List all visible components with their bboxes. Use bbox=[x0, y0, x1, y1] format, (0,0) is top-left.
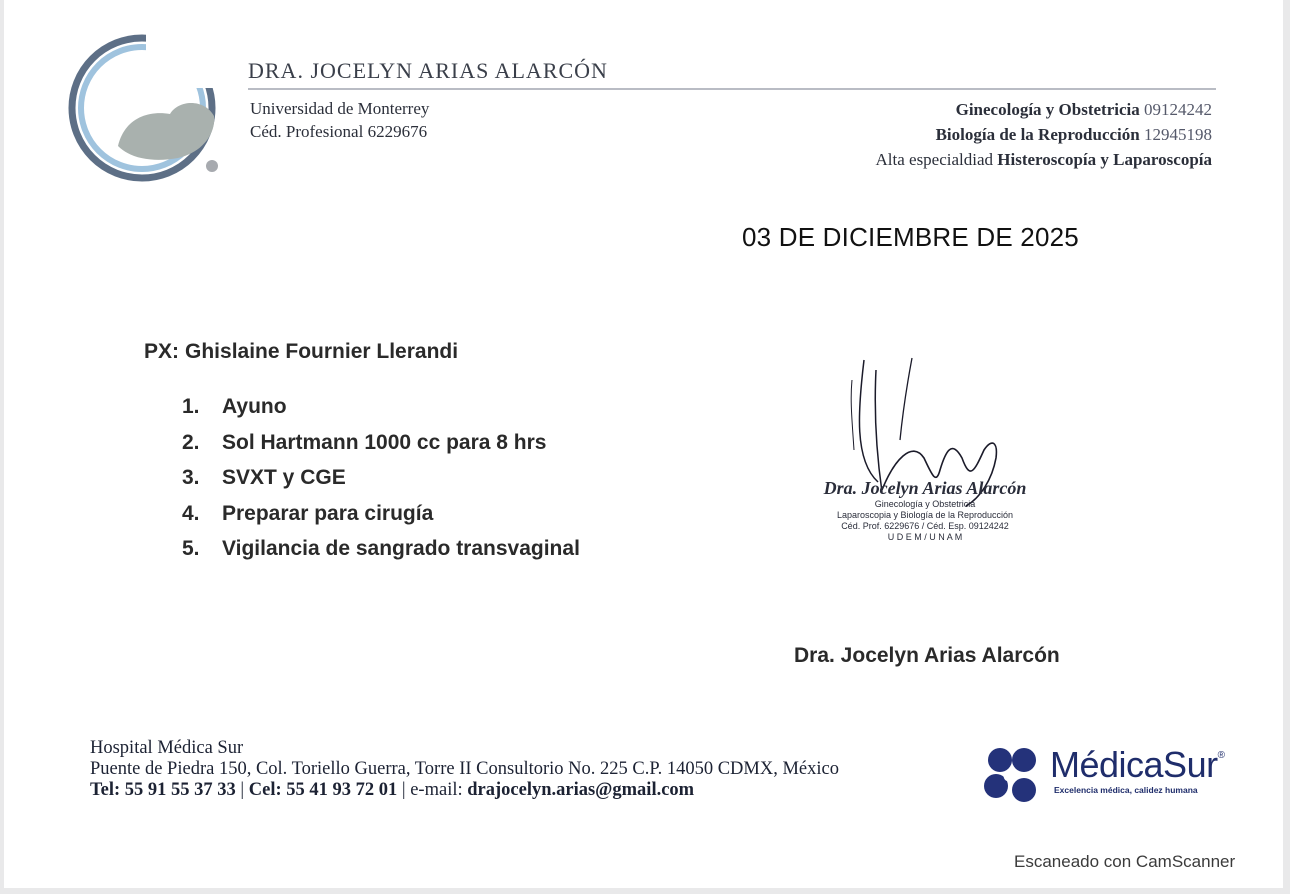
specialty-2-label: Biología de la Reproducción bbox=[935, 125, 1140, 144]
footer-contact-line bbox=[90, 780, 839, 801]
doctor-logo bbox=[66, 28, 226, 188]
item-number: 5. bbox=[182, 537, 200, 560]
item-text: SVXT y CGE bbox=[222, 466, 346, 489]
item-text: Ayuno bbox=[222, 395, 287, 418]
medicasur-wordmark bbox=[1050, 744, 1224, 786]
university: Universidad de Monterrey bbox=[250, 99, 430, 118]
prescription-date: 03 DE DICIEMBRE DE 2025 bbox=[742, 222, 1079, 252]
list-item bbox=[182, 463, 580, 499]
cel-number: 55 41 93 72 01 bbox=[286, 780, 398, 800]
tel-label: Tel: bbox=[90, 780, 121, 800]
separator: | bbox=[240, 780, 245, 800]
item-number: 4. bbox=[182, 501, 200, 525]
stamp-line-3: Céd. Prof. 6229676 / Céd. Esp. 09124242 bbox=[841, 521, 1009, 531]
stamp-line-4: U D E M / U N A M bbox=[887, 532, 963, 542]
doctor-stamp bbox=[800, 478, 1050, 543]
brand-registered: ® bbox=[1217, 750, 1225, 761]
stamp-line-2: Laparoscopia y Biología de la Reproducción bbox=[836, 510, 1014, 520]
brand-name: MédicaSur bbox=[1050, 744, 1218, 785]
stamp-name: Dra. Jocelyn Arias Alarcón bbox=[823, 478, 1027, 498]
doctor-name: DRA. JOCELYN ARIAS ALARCÓN bbox=[248, 58, 608, 83]
prescription-sheet bbox=[4, 0, 1283, 888]
specialty-3 bbox=[876, 147, 1213, 172]
list-item bbox=[182, 499, 580, 535]
patient-line bbox=[144, 340, 464, 364]
email-address: drajocelyn.arias@gmail.com bbox=[467, 780, 695, 800]
email-label: e-mail: bbox=[410, 780, 463, 800]
credentials-left bbox=[250, 97, 429, 143]
item-number: 1. bbox=[182, 395, 200, 418]
specialty-1-number: 09124242 bbox=[1144, 100, 1212, 119]
header-divider bbox=[248, 88, 1216, 90]
item-number: 3. bbox=[182, 466, 200, 489]
item-text: Vigilancia de sangrado transvaginal bbox=[222, 537, 580, 560]
specialty-3-label: Histeroscopía y Laparoscopía bbox=[997, 150, 1212, 169]
footer-contact bbox=[90, 738, 839, 801]
license-number: Céd. Profesional 6229676 bbox=[250, 122, 428, 141]
brand-tagline: Excelencia médica, calidez humana bbox=[1054, 785, 1198, 795]
specialty-3-prefix: Alta especialdiad bbox=[875, 150, 994, 169]
list-item bbox=[182, 428, 580, 464]
list-item bbox=[182, 392, 580, 428]
specialty-1 bbox=[876, 97, 1213, 122]
specialty-1-label: Ginecología y Obstetricia bbox=[955, 100, 1140, 119]
stamp-line-1: Ginecología y Obstetricia bbox=[874, 499, 976, 509]
specialty-2 bbox=[876, 122, 1213, 147]
footer-hospital: Hospital Médica Sur bbox=[90, 738, 244, 758]
list-item bbox=[182, 534, 580, 570]
tel-number: 55 91 55 37 33 bbox=[124, 780, 236, 800]
specialty-2-number: 12945198 bbox=[1144, 125, 1212, 144]
item-text: Preparar para cirugía bbox=[222, 501, 434, 525]
credentials-right bbox=[876, 97, 1213, 172]
patient-label: PX: bbox=[144, 340, 180, 363]
cel-label: Cel: bbox=[248, 780, 282, 800]
item-number: 2. bbox=[182, 430, 200, 454]
patient-name: Ghislaine Fournier Llerandi bbox=[185, 340, 459, 363]
signature-printed-name: Dra. Jocelyn Arias Alarcón bbox=[794, 644, 1060, 667]
separator: | bbox=[401, 780, 406, 800]
camscanner-watermark: Escaneado con CamScanner bbox=[1014, 852, 1236, 871]
orders-list bbox=[182, 392, 580, 570]
footer-address: Puente de Piedra 150, Col. Toriello Guerra, Torre II Consultorio No. 225 C.P. 14050 CDMX, México bbox=[90, 759, 839, 779]
item-text: Sol Hartmann 1000 cc para 8 hrs bbox=[222, 430, 547, 454]
medicasur-logo-icon bbox=[980, 744, 1044, 808]
